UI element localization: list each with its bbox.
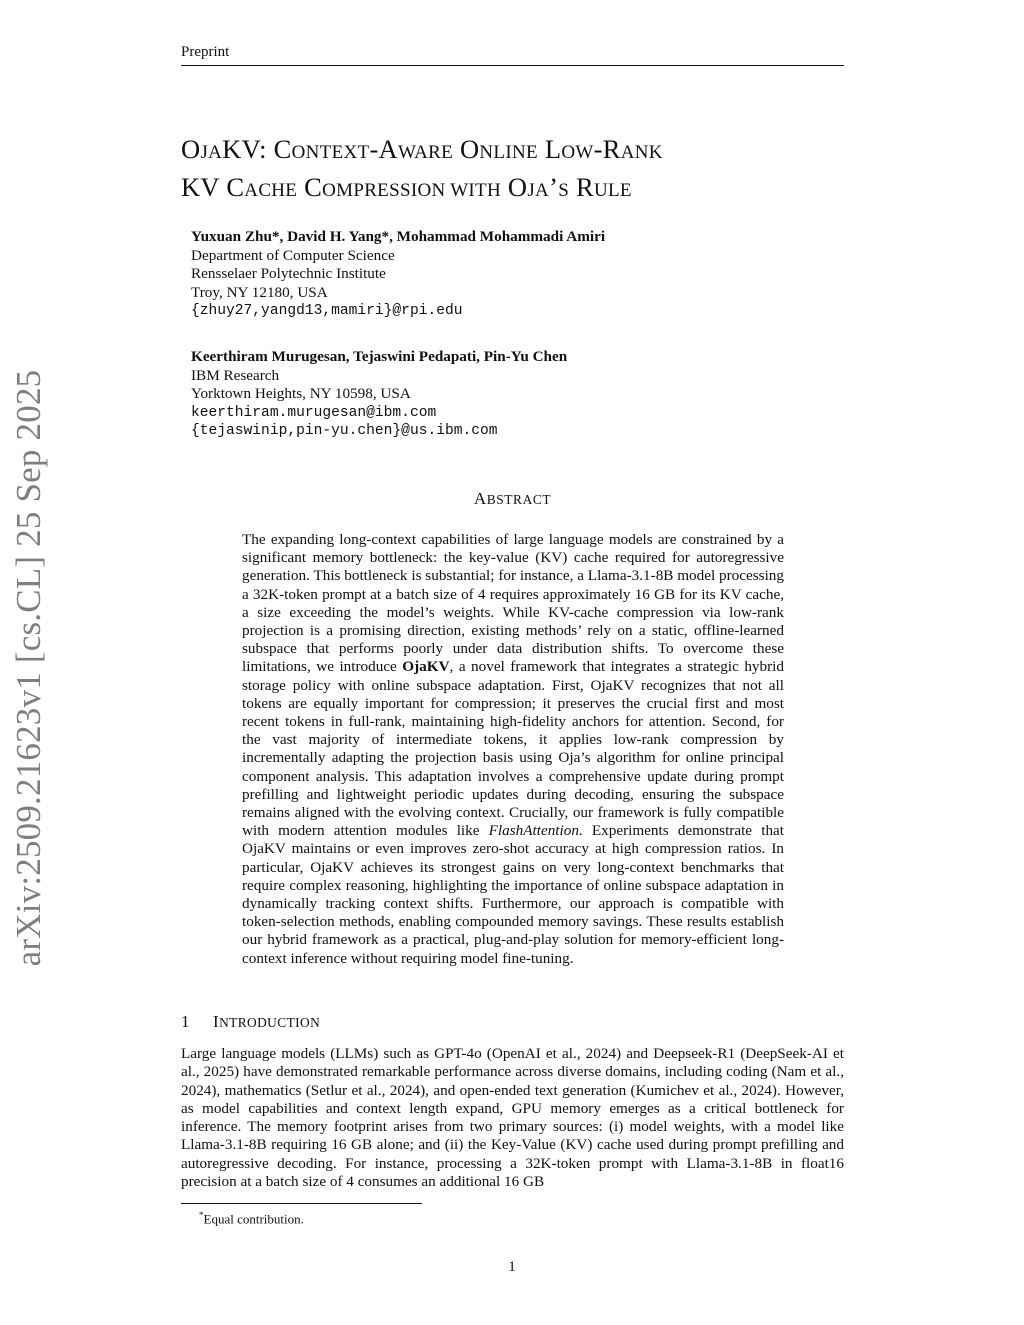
affiliation-institute: IBM Research	[191, 366, 280, 384]
header-rule	[181, 65, 844, 66]
author-names: Yuxuan Zhu*, David H. Yang*, Mohammad Mohammadi Amiri	[191, 228, 606, 245]
affiliation-address: Yorktown Heights, NY 10598, USA	[191, 385, 411, 403]
page-number: 1	[508, 1259, 516, 1275]
arxiv-side-stamp	[0, 0, 48, 1325]
introduction-paragraph: Large language models (LLMs) such as GPT-4o (OpenAI et al., 2024) and Deepseek-R1 (DeepSeek-AI et al., 2025) have demonstrated remarkable performance across diverse domains, including coding (Nam et al., 2024), mathematics (Setlur et al., 2024), and open-ended text generation (Kumichev et al., 2024). However, as model capabilities and context length expand, GPU memory emerges as a critical bottleneck for inference. The memory footprint arises from two primary sources: (i) model weights, with a model like Llama-3.1-8B requiring 16 GB alone; and (ii) the Key-Value (KV) cache used during prompt prefilling and autoregressive decoding. For instance, processing a 32K-token prompt with Llama-3.1-8B in float16 precision at a batch size of 4 consumes an additional 16 GB	[181, 1045, 844, 1191]
flashattention-term: FlashAttention	[488, 822, 579, 840]
author-block-rpi	[191, 228, 831, 321]
title-line-2: KV CACHE COMPRESSION WITH OJA’S RULE	[181, 172, 632, 202]
author-email: {tejaswinip,pin-yu.chen}@us.ibm.com	[191, 423, 498, 440]
author-email: {zhuy27,yangd13,mamiri}@rpi.edu	[191, 303, 463, 320]
author-block-ibm	[191, 348, 831, 441]
affiliation-department: Department of Computer Science	[191, 246, 395, 264]
arxiv-identifier: arXiv:2509.21623v1 [cs.CL] 25 Sep 2025	[9, 369, 48, 967]
section-heading-introduction: 1 INTRODUCTION	[181, 1012, 321, 1031]
author-names: Keerthiram Murugesan, Tejaswini Pedapati, Pin-Yu Chen	[191, 348, 568, 365]
footnote: *Equal contribution.	[199, 1210, 304, 1227]
abstract-heading: ABSTRACT	[473, 489, 552, 508]
footnote-rule	[181, 1203, 422, 1204]
title-line-1: OJAKV: CONTEXT-AWARE ONLINE LOW-RANK	[181, 134, 663, 164]
abstract-body: The expanding long-context capabilities of large language models are constrained by a significant memory bottleneck: the key-value (KV) cache required for autoregressive generation. This bottleneck is substantial; for instance, a Llama-3.1-8B model processing a 32K-token prompt at a batch size of 4 requires approximately 16 GB for its KV cache, a size exceeding the model’s weights. While KV-cache compression via low-rank projection is a promising direction, existing methods’ rely on a static, offline-learned subspace that performs poorly under data distribution shifts. To overcome these limitations, we introduce OjaKV, a novel framework that integrates a strategic hybrid storage policy with online subspace adaptation. First, OjaKV recognizes that not all tokens are equally important for compression; it preserves the crucial first and most recent tokens in full-rank, maintaining high-fidelity anchors for attention. Second, for the vast majority of intermediate tokens, it applies low-rank compression by incrementally adapting the projection basis using Oja’s algorithm for online principal component analysis. This adaptation involves a comprehensive update during prompt prefilling and lightweight periodic updates during decoding, ensuring the subspace remains aligned with the evolving context. Crucially, our framework is fully compatible with modern attention modules like FlashAttention. Experiments demonstrate that OjaKV maintains or even improves zero-shot accuracy at high compression ratios. In particular, OjaKV achieves its strongest gains on very long-context benchmarks that require complex reasoning, highlighting the importance of online subspace adaptation in dynamically tracking context shifts. Furthermore, our approach is compatible with token-selection methods, enabling compounded memory savings. These results establish our hybrid framework as a practical, plug-and-play solution for memory-efficient long-context inference without requiring model fine-tuning.	[242, 531, 784, 967]
author-email: keerthiram.murugesan@ibm.com	[191, 404, 437, 421]
method-name: OjaKV	[402, 658, 450, 676]
affiliation-address: Troy, NY 12180, USA	[191, 283, 328, 301]
paper-title	[181, 132, 844, 208]
affiliation-institute: Rensselaer Polytechnic Institute	[191, 265, 386, 283]
running-header: Preprint	[181, 44, 230, 60]
